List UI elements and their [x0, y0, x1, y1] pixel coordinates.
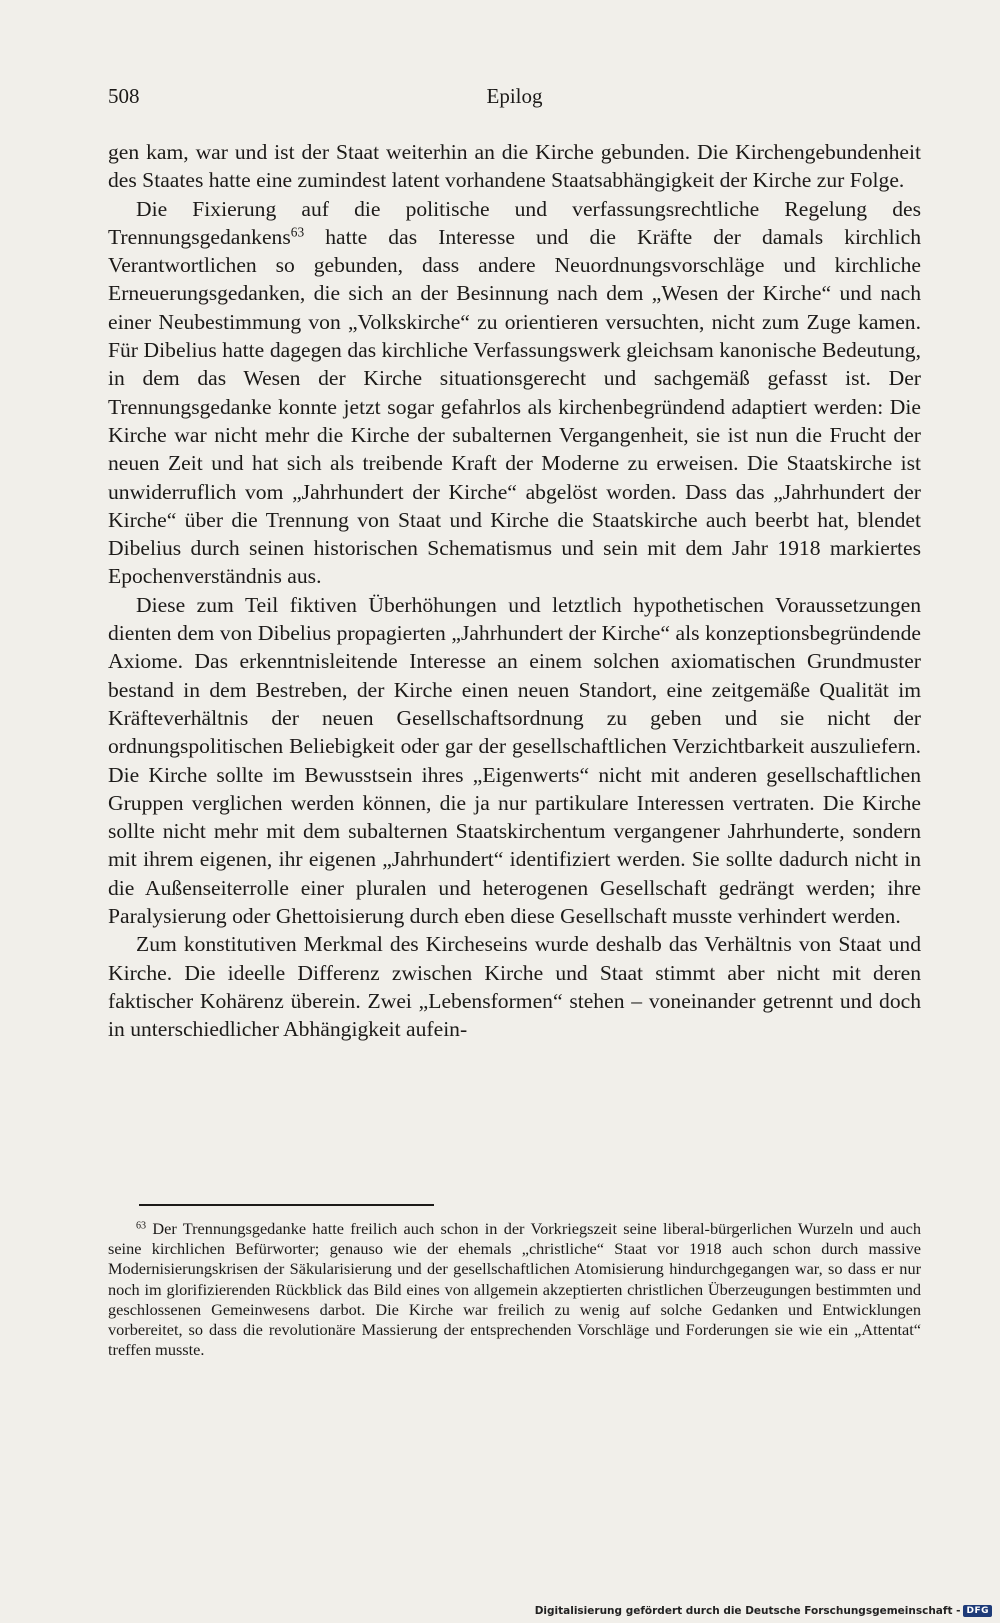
- credit-text: Digitalisierung gefördert durch die Deutsche Forschungsgemeinschaft -: [534, 1605, 961, 1617]
- page-number: 508: [108, 84, 140, 108]
- digitization-credit: [535, 1605, 992, 1617]
- footnote: [108, 1219, 921, 1360]
- paragraph-2-rest: hatte das Interesse und die Kräfte der damals kirchlich Verantwortlichen so gebunden, dass andere Neuordnungsvorschläge und kirchliche Erneuerungsgedanken, die sich an der Besinnung nach dem „Wesen der Kirche“ und nach einer Neubestimmung von „Volkskirche“ zu orientieren versuchten, nicht zum Zuge kamen. Für Dibelius hatte dagegen das kirchliche Verfassungswerk gleichsam kanonische Bedeutung, in dem das Wesen der Kirche situationsgerecht und sachgemäß gefasst ist. Der Trennungsgedanke konnte jetzt sogar gefahrlos als kirchenbegründend adaptiert werden: Die Kirche war nicht mehr die Kirche der subalternen Vergangenheit, sie ist nun die Frucht der neuen Zeit und hat sich als treibende Kraft der Moderne zu erweisen. Die Staatskirche ist unwiderruflich vom „Jahrhundert der Kirche“ abgelöst worden. Dass das „Jahrhundert der Kirche“ über die Trennung von Staat und Kirche die Staatskirche auch beerbt hat, blendet Dibelius durch seinen historischen Schematismus und sein mit dem Jahr 1918 markiertes Epochenverständnis aus.: [108, 224, 921, 589]
- footnote-reference[interactable]: 63: [290, 224, 305, 240]
- footnote-text: Der Trennungsgedanke hatte freilich auch schon in der Vorkriegszeit seine liberal-bürgerlichen Wurzeln und auch seine kirchlichen Befürworter; genauso wie der ehemals „christliche“ Staat vor 1918 auch schon durch massive Modernisierungskrisen der Säkularisierung und der gesellschaftlichen Atomisierung hindurchgegangen war, so dass er nur noch im glorifizierenden Rückblick das Bild eines von allgemein akzeptierten christlichen Überzeugungen bestimmten und geschlossenen Gemeinwesens darbot. Die Kirche war freilich zu wenig auf solche Gedanken und Entwicklungen vorbereitet, so dass die revolutionäre Massierung der entsprechenden Vorschläge und Forderungen sie wie ein „Attentat“ treffen musste.: [108, 1219, 921, 1360]
- page-header: [108, 84, 921, 114]
- footnote-number: 63: [136, 1220, 147, 1232]
- paragraph-1: gen kam, war und ist der Staat weiterhin an die Kirche gebunden. Die Kirchengebundenheit des Staates hatte eine zumindest latent vorhandene Staatsabhängigkeit der Kirche zur Folge.: [108, 140, 921, 193]
- paragraph-2-start: Die Fixierung auf die politische und verfassungsrechtliche Regelung des Trennungsgedankens: [108, 196, 921, 249]
- paragraph-4: Zum konstitutiven Merkmal des Kircheseins wurde deshalb das Verhältnis von Staat und Kirche. Die ideelle Differenz zwischen Kirche und Staat stimmt aber nicht mit deren faktischer Kohärenz überein. Zwei „Lebensformen“ stehen – voneinander getrennt und doch in unterschiedlicher Abhängigkeit aufein-: [108, 932, 921, 1042]
- dfg-logo: DFG: [963, 1605, 992, 1617]
- footnote-separator: [139, 1204, 434, 1206]
- body-text: [108, 138, 921, 1044]
- paragraph-2: [108, 195, 921, 591]
- paragraph-3: Diese zum Teil fiktiven Überhöhungen und letztlich hypothetischen Voraussetzungen dienten dem von Dibelius propagierten „Jahrhundert der Kirche“ als konzeptionsbegründende Axiome. Das erkenntnisleitende Interesse an einem solchen axiomatischen Grundmuster bestand in dem Bestreben, der Kirche einen neuen Standort, eine zeitgemäße Qualität im Kräfteverhältnis der neuen Gesellschaftsordnung zu geben und sie nicht der ordnungspolitischen Beliebigkeit oder gar der gesellschaftlichen Verzichtbarkeit auszuliefern. Die Kirche sollte im Bewusstsein ihres „Eigenwerts“ nicht mit anderen gesellschaftlichen Gruppen verglichen werden können, die ja nur partikulare Interessen vertraten. Die Kirche sollte nicht mehr mit dem subalternen Staatskirchentum vergangener Jahrhunderte, sondern mit ihrem eigenen, ihr eigenen „Jahrhundert“ identifiziert werden. Sie sollte dadurch nicht in die Außenseiterrolle einer pluralen und heterogenen Gesellschaft gedrängt werden; ihre Paralysierung oder Ghettoisierung durch eben diese Gesellschaft musste verhindert werden.: [108, 592, 921, 929]
- running-head: Epilog: [486, 84, 543, 108]
